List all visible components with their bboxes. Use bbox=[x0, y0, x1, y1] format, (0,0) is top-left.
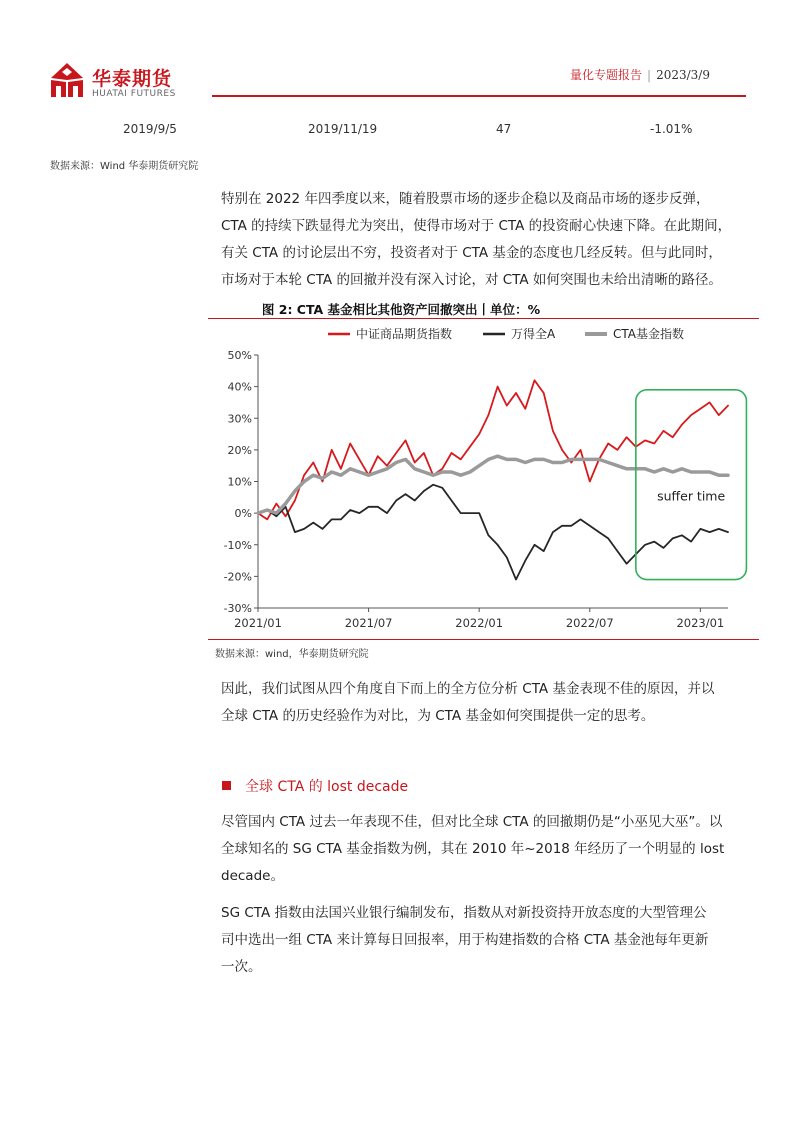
paragraph-1 bbox=[221, 186, 756, 294]
x-tick-label: 2021/07 bbox=[344, 616, 393, 630]
section-title: 全球 CTA 的 lost decade bbox=[245, 779, 409, 795]
x-tick-label: 2021/01 bbox=[234, 616, 282, 630]
table-cell-end-date: 2019/11/19 bbox=[308, 122, 378, 136]
legend-label: 中证商品期货指数 bbox=[356, 327, 453, 341]
paragraph-line: 因此，我们试图从四个角度自下而上的全方位分析 CTA 基金表现不佳的原因，并以 bbox=[221, 681, 715, 697]
paragraph-line: 尽管国内 CTA 过去一年表现不佳，但对比全球 CTA 的回撤期仍是“小巫见大巫”。以 bbox=[221, 814, 723, 830]
paragraph-2 bbox=[221, 676, 756, 730]
figure-source-note: 数据来源：wind，华泰期货研究院 bbox=[215, 649, 369, 660]
y-tick-label: -10% bbox=[223, 538, 252, 552]
report-header bbox=[570, 66, 710, 83]
table-cell-drawdown: -1.01% bbox=[650, 122, 693, 136]
paragraph-line: decade。 bbox=[221, 868, 284, 884]
table-cell-days: 47 bbox=[496, 122, 512, 136]
paragraph-line: SG CTA 指数由法国兴业银行编制发布，指数从对新投资持开放态度的大型管理公 bbox=[221, 905, 707, 921]
figure-bottom-rule bbox=[208, 639, 759, 640]
paragraph-line: 特别在 2022 年四季度以来，随着股票市场的逐步企稳以及商品市场的逐步反弹， bbox=[221, 191, 710, 207]
y-tick-label: 40% bbox=[227, 380, 252, 394]
y-tick-label: 50% bbox=[227, 349, 252, 362]
paragraph-3 bbox=[221, 809, 756, 890]
y-tick-label: 0% bbox=[234, 507, 252, 521]
header-divider bbox=[212, 95, 746, 97]
x-tick-label: 2022/01 bbox=[455, 616, 504, 630]
huatai-logo-icon bbox=[50, 62, 84, 98]
section-bullet-icon bbox=[222, 781, 231, 790]
paragraph-line: CTA 的持续下跌显得尤为突出，使得市场对于 CTA 的投资耐心快速下降。在此期间， bbox=[221, 218, 732, 234]
paragraph-line: 全球 CTA 的历史经验作为对比，为 CTA 基金如何突围提供一定的思考。 bbox=[221, 708, 655, 724]
company-name-cn: 华泰期货 bbox=[92, 68, 173, 90]
header-separator: | bbox=[647, 68, 652, 82]
paragraph-line: 全球知名的 SG CTA 基金指数为例，其在 2010 年~2018 年经历了一个明显的 lost bbox=[221, 841, 725, 857]
paragraph-line: 有关 CTA 的讨论层出不穷，投资者对于 CTA 基金的态度也几经反转。但与此同时， bbox=[221, 245, 722, 261]
company-name-en: HUATAI FUTURES bbox=[92, 89, 176, 99]
y-tick-label: 20% bbox=[227, 443, 252, 457]
legend-label: CTA基金指数 bbox=[613, 327, 684, 341]
figure-title: 图 2: CTA 基金相比其他资产回撤突出丨单位：% bbox=[261, 302, 541, 317]
paragraph-4 bbox=[221, 900, 756, 981]
figure-top-rule bbox=[208, 318, 759, 319]
y-tick-label: -30% bbox=[223, 602, 252, 615]
legend-label: 万得全A bbox=[511, 327, 556, 341]
x-tick-label: 2022/07 bbox=[565, 616, 614, 630]
data-source-note-1: 数据来源：Wind 华泰期货研究院 bbox=[50, 161, 199, 172]
drawdown-line-chart bbox=[208, 320, 759, 638]
series-line-3 bbox=[258, 456, 728, 513]
section-heading bbox=[222, 776, 408, 796]
y-tick-label: 30% bbox=[227, 412, 252, 426]
report-date: 2023/3/9 bbox=[656, 68, 710, 82]
suffer-time-box bbox=[636, 390, 747, 580]
suffer-time-label: suffer time bbox=[657, 488, 726, 504]
report-type: 量化专题报告 bbox=[570, 68, 643, 82]
x-tick-label: 2023/01 bbox=[676, 616, 725, 630]
y-tick-label: 10% bbox=[227, 475, 252, 489]
paragraph-line: 市场对于本轮 CTA 的回撤并没有深入讨论，对 CTA 如何突围也未给出清晰的路径。 bbox=[221, 272, 722, 288]
table-cell-start-date: 2019/9/5 bbox=[123, 122, 177, 136]
paragraph-line: 一次。 bbox=[221, 959, 262, 975]
y-tick-label: -20% bbox=[223, 570, 252, 584]
paragraph-line: 司中选出一组 CTA 来计算每日回报率，用于构建指数的合格 CTA 基金池每年更新 bbox=[221, 932, 709, 948]
